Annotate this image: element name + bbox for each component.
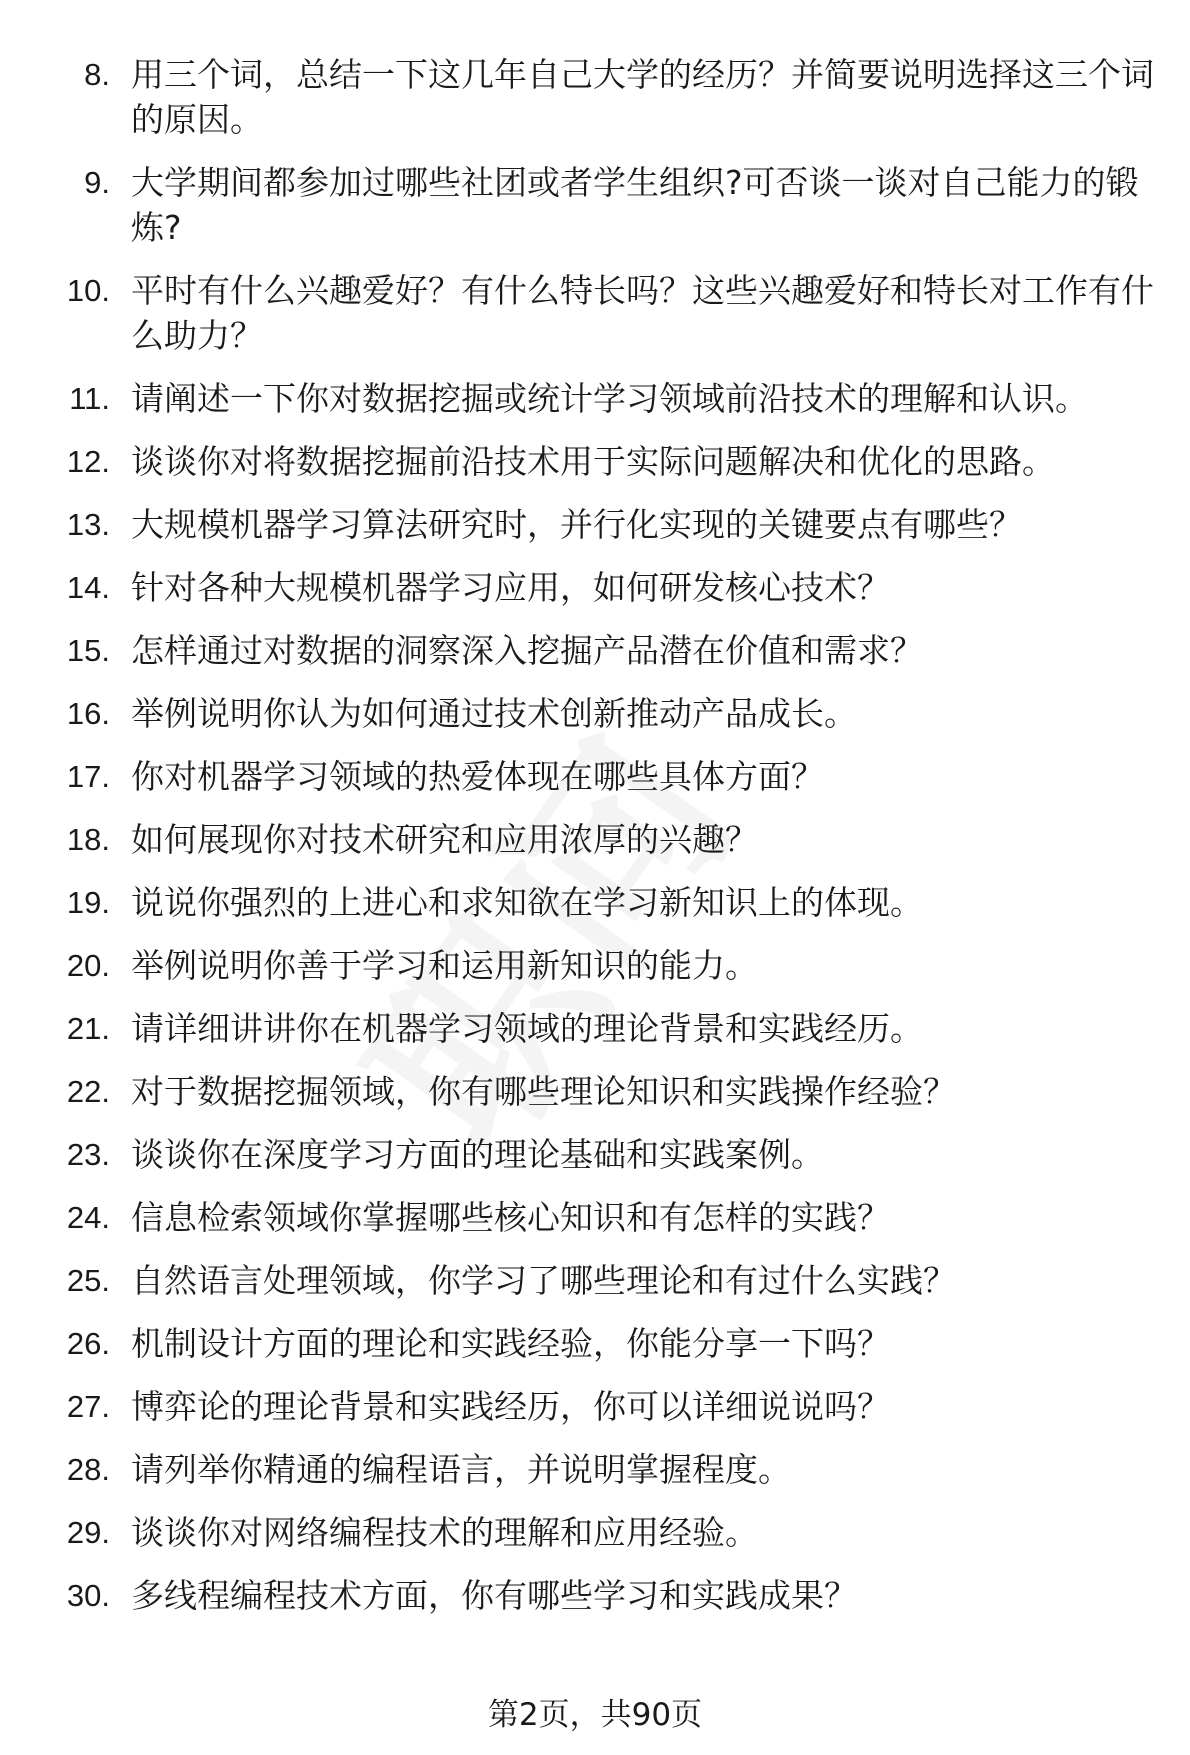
question-item	[0, 1321, 1190, 1366]
question-number: 8.	[84, 57, 110, 92]
question-item	[0, 502, 1190, 547]
question-number: 11.	[69, 381, 110, 416]
question-item	[0, 691, 1190, 736]
question-item	[0, 565, 1190, 610]
question-number: 9.	[84, 165, 110, 200]
question-item	[0, 880, 1190, 925]
question-number: 25.	[66, 1263, 110, 1298]
question-text: 对于数据挖掘领域，你有哪些理论知识和实践操作经验？	[131, 1072, 956, 1111]
question-item	[0, 754, 1190, 799]
question-number: 20.	[66, 948, 110, 983]
question-item	[0, 1384, 1190, 1429]
question-text: 谈谈你对网络编程技术的理解和应用经验。	[131, 1513, 758, 1552]
question-item	[0, 52, 1190, 142]
question-item	[0, 1573, 1190, 1618]
question-text: 大规模机器学习算法研究时，并行化实现的关键要点有哪些？	[131, 505, 1022, 544]
question-item	[0, 439, 1190, 484]
question-text: 请列举你精通的编程语言，并说明掌握程度。	[131, 1450, 791, 1489]
page-footer: 第2页，共90页	[487, 1697, 703, 1733]
question-item	[0, 1006, 1190, 1051]
question-number: 28.	[66, 1452, 110, 1487]
question-item	[0, 268, 1190, 358]
question-text: 用三个词，总结一下这几年自己大学的经历？并简要说明选择这三个词的原因。	[131, 55, 1154, 139]
question-number: 10.	[66, 273, 110, 308]
question-number: 17.	[66, 759, 110, 794]
question-number: 30.	[66, 1578, 110, 1613]
question-text: 说说你强烈的上进心和求知欲在学习新知识上的体现。	[131, 883, 923, 922]
question-item	[0, 160, 1190, 250]
question-number: 23.	[66, 1137, 110, 1172]
question-number: 19.	[66, 885, 110, 920]
question-list	[0, 52, 1190, 1636]
question-text: 机制设计方面的理论和实践经验，你能分享一下吗？	[131, 1324, 890, 1363]
question-number: 16.	[66, 696, 110, 731]
question-text: 谈谈你对将数据挖掘前沿技术用于实际问题解决和优化的思路。	[131, 442, 1055, 481]
question-number: 27.	[66, 1389, 110, 1424]
question-number: 15.	[66, 633, 110, 668]
question-item	[0, 1510, 1190, 1555]
question-number: 26.	[66, 1326, 110, 1361]
question-text: 自然语言处理领域，你学习了哪些理论和有过什么实践？	[131, 1261, 956, 1300]
question-text: 请阐述一下你对数据挖掘或统计学习领域前沿技术的理解和认识。	[131, 379, 1088, 418]
question-number: 14.	[66, 570, 110, 605]
question-number: 13.	[66, 507, 110, 542]
question-number: 21.	[66, 1011, 110, 1046]
question-item	[0, 628, 1190, 673]
question-number: 12.	[66, 444, 110, 479]
question-item	[0, 1132, 1190, 1177]
question-number: 18.	[66, 822, 110, 857]
question-item	[0, 943, 1190, 988]
question-text: 平时有什么兴趣爱好？有什么特长吗？这些兴趣爱好和特长对工作有什么助力？	[131, 271, 1154, 355]
question-text: 你对机器学习领域的热爱体现在哪些具体方面？	[131, 757, 824, 796]
question-text: 举例说明你善于学习和运用新知识的能力。	[131, 946, 758, 985]
question-number: 22.	[66, 1074, 110, 1109]
question-text: 博弈论的理论背景和实践经历，你可以详细说说吗？	[131, 1387, 890, 1426]
question-text: 请详细讲讲你在机器学习领域的理论背景和实践经历。	[131, 1009, 923, 1048]
question-text: 怎样通过对数据的洞察深入挖掘产品潜在价值和需求？	[131, 631, 923, 670]
question-number: 29.	[66, 1515, 110, 1550]
question-text: 如何展现你对技术研究和应用浓厚的兴趣？	[131, 820, 758, 859]
question-text: 信息检索领域你掌握哪些核心知识和有怎样的实践？	[131, 1198, 890, 1237]
question-text: 大学期间都参加过哪些社团或者学生组织?可否谈一谈对自己能力的锻炼?	[131, 163, 1139, 247]
question-item	[0, 1069, 1190, 1114]
question-number: 24.	[66, 1200, 110, 1235]
question-item	[0, 817, 1190, 862]
question-item	[0, 376, 1190, 421]
question-item	[0, 1258, 1190, 1303]
question-text: 针对各种大规模机器学习应用，如何研发核心技术？	[131, 568, 890, 607]
question-text: 多线程编程技术方面，你有哪些学习和实践成果？	[131, 1576, 857, 1615]
question-text: 举例说明你认为如何通过技术创新推动产品成长。	[131, 694, 857, 733]
question-text: 谈谈你在深度学习方面的理论基础和实践案例。	[131, 1135, 824, 1174]
question-item	[0, 1195, 1190, 1240]
question-item	[0, 1447, 1190, 1492]
